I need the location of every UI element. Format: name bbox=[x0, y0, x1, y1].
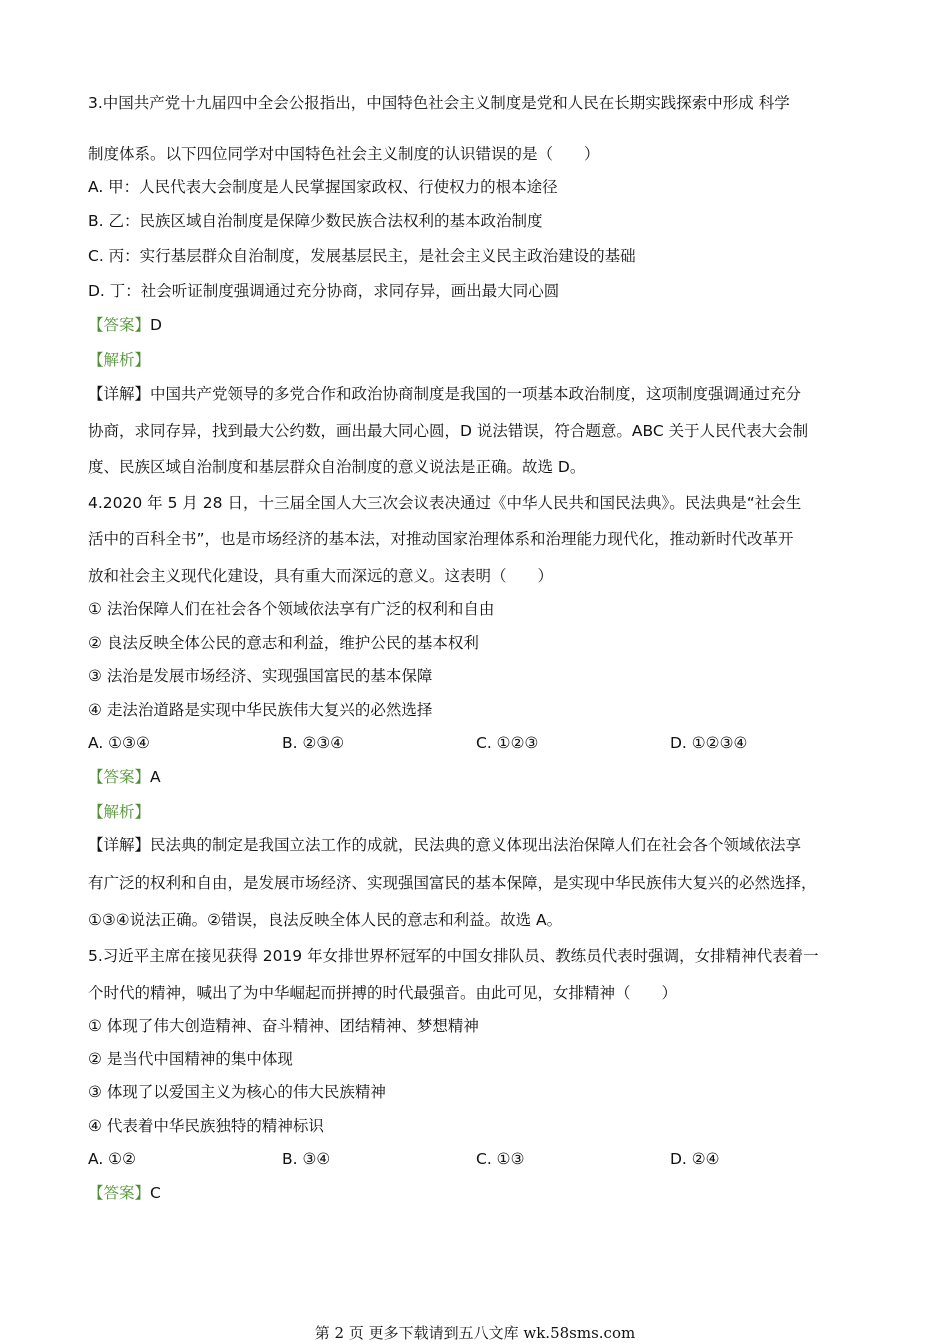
q5-item-3: ③ 体现了以爱国主义为核心的伟大民族精神 bbox=[88, 1083, 386, 1101]
answer-value: C bbox=[150, 1184, 161, 1202]
q3-analysis-tag: 【解析】 bbox=[88, 351, 151, 369]
q5-option-a: A. ①② bbox=[88, 1150, 136, 1168]
q3-option-b: B. 乙：民族区域自治制度是保障少数民族合法权利的基本政治制度 bbox=[88, 212, 543, 230]
q4-item-4: ④ 走法治道路是实现中华民族伟大复兴的必然选择 bbox=[88, 701, 433, 719]
q4-stem-line-3: 放和社会主义现代化建设，具有重大而深远的意义。这表明（ ） bbox=[88, 567, 554, 585]
q4-option-d: D. ①②③④ bbox=[670, 734, 748, 752]
q3-detail-line-3: 度、民族区域自治制度和基层群众自治制度的意义说法是正确。故选 D。 bbox=[88, 458, 586, 476]
detail-text: 民法典的制定是我国立法工作的成就，民法典的意义体现出法治保障人们在社会各个领域依法享 bbox=[150, 836, 802, 854]
detail-text: 中国共产党领导的多党合作和政治协商制度是我国的一项基本政治制度，这项制度强调通过充分 bbox=[150, 385, 802, 403]
q5-item-2: ② 是当代中国精神的集中体现 bbox=[88, 1050, 293, 1068]
q4-item-2: ② 良法反映全体公民的意志和利益，维护公民的基本权利 bbox=[88, 634, 479, 652]
q3-detail-line-1 bbox=[88, 384, 801, 404]
q4-option-a: A. ①③④ bbox=[88, 734, 150, 752]
q4-item-3: ③ 法治是发展市场经济、实现强国富民的基本保障 bbox=[88, 667, 433, 685]
q5-stem-line-1: 5.习近平主席在接见获得 2019 年女排世界杯冠军的中国女排队员、教练员代表时强调，女排精神代表着一 bbox=[88, 947, 819, 965]
answer-tag: 【答案】 bbox=[88, 316, 151, 334]
q3-option-d: D. 丁：社会听证制度强调通过充分协商，求同存异，画出最大同心圆 bbox=[88, 282, 560, 300]
q4-detail-line-1 bbox=[88, 835, 801, 855]
q5-option-c: C. ①③ bbox=[476, 1150, 525, 1168]
q4-detail-line-3: ①③④说法正确。②错误，良法反映全体人民的意志和利益。故选 A。 bbox=[88, 911, 563, 929]
detail-tag: 【详解】 bbox=[88, 385, 151, 403]
q4-answer bbox=[88, 767, 161, 787]
q3-detail-line-2: 协商，求同存异，找到最大公约数，画出最大同心圆，D 说法错误，符合题意。ABC 关于人民代表大会制 bbox=[88, 422, 809, 440]
q5-item-1: ① 体现了伟大创造精神、奋斗精神、团结精神、梦想精神 bbox=[88, 1017, 479, 1035]
q3-stem-line-1: 3.中国共产党十九届四中全会公报指出，中国特色社会主义制度是党和人民在长期实践探索中形成 科学 bbox=[88, 94, 790, 112]
q4-option-b: B. ②③④ bbox=[282, 734, 345, 752]
q4-item-1: ① 法治保障人们在社会各个领域依法享有广泛的权利和自由 bbox=[88, 600, 495, 618]
q4-detail-line-2: 有广泛的权利和自由，是发展市场经济、实现强国富民的基本保障，是实现中华民族伟大复兴的必然选择， bbox=[88, 874, 817, 892]
q4-stem-line-1: 4.2020 年 5 月 28 日，十三届全国人大三次会议表决通过《中华人民共和国民法典》。民法典是“社会生 bbox=[88, 494, 802, 512]
q5-stem-line-2: 个时代的精神，喊出了为中华崛起而拼搏的时代最强音。由此可见，女排精神（ ） bbox=[88, 984, 678, 1002]
q3-option-a: A. 甲：人民代表大会制度是人民掌握国家政权、行使权力的根本途径 bbox=[88, 178, 558, 196]
q5-option-b: B. ③④ bbox=[282, 1150, 331, 1168]
q5-option-d: D. ②④ bbox=[670, 1150, 720, 1168]
q3-stem-line-2: 制度体系。以下四位同学对中国特色社会主义制度的认识错误的是（ ） bbox=[88, 145, 600, 163]
answer-tag: 【答案】 bbox=[88, 1184, 151, 1202]
answer-value: A bbox=[150, 768, 161, 786]
q3-answer bbox=[88, 315, 162, 335]
q4-stem-line-2: 活中的百科全书”，也是市场经济的基本法，对推动国家治理体系和治理能力现代化，推动新时代改革开 bbox=[88, 530, 794, 548]
answer-tag: 【答案】 bbox=[88, 768, 151, 786]
page-footer: 第 2 页 更多下载请到五八文库 wk.58sms.com bbox=[314, 1324, 636, 1342]
q4-option-c: C. ①②③ bbox=[476, 734, 539, 752]
q5-answer bbox=[88, 1183, 161, 1203]
q4-analysis-tag: 【解析】 bbox=[88, 803, 151, 821]
answer-value: D bbox=[150, 316, 162, 334]
detail-tag: 【详解】 bbox=[88, 836, 151, 854]
q3-option-c: C. 丙：实行基层群众自治制度，发展基层民主，是社会主义民主政治建设的基础 bbox=[88, 247, 636, 265]
q5-item-4: ④ 代表着中华民族独特的精神标识 bbox=[88, 1117, 324, 1135]
